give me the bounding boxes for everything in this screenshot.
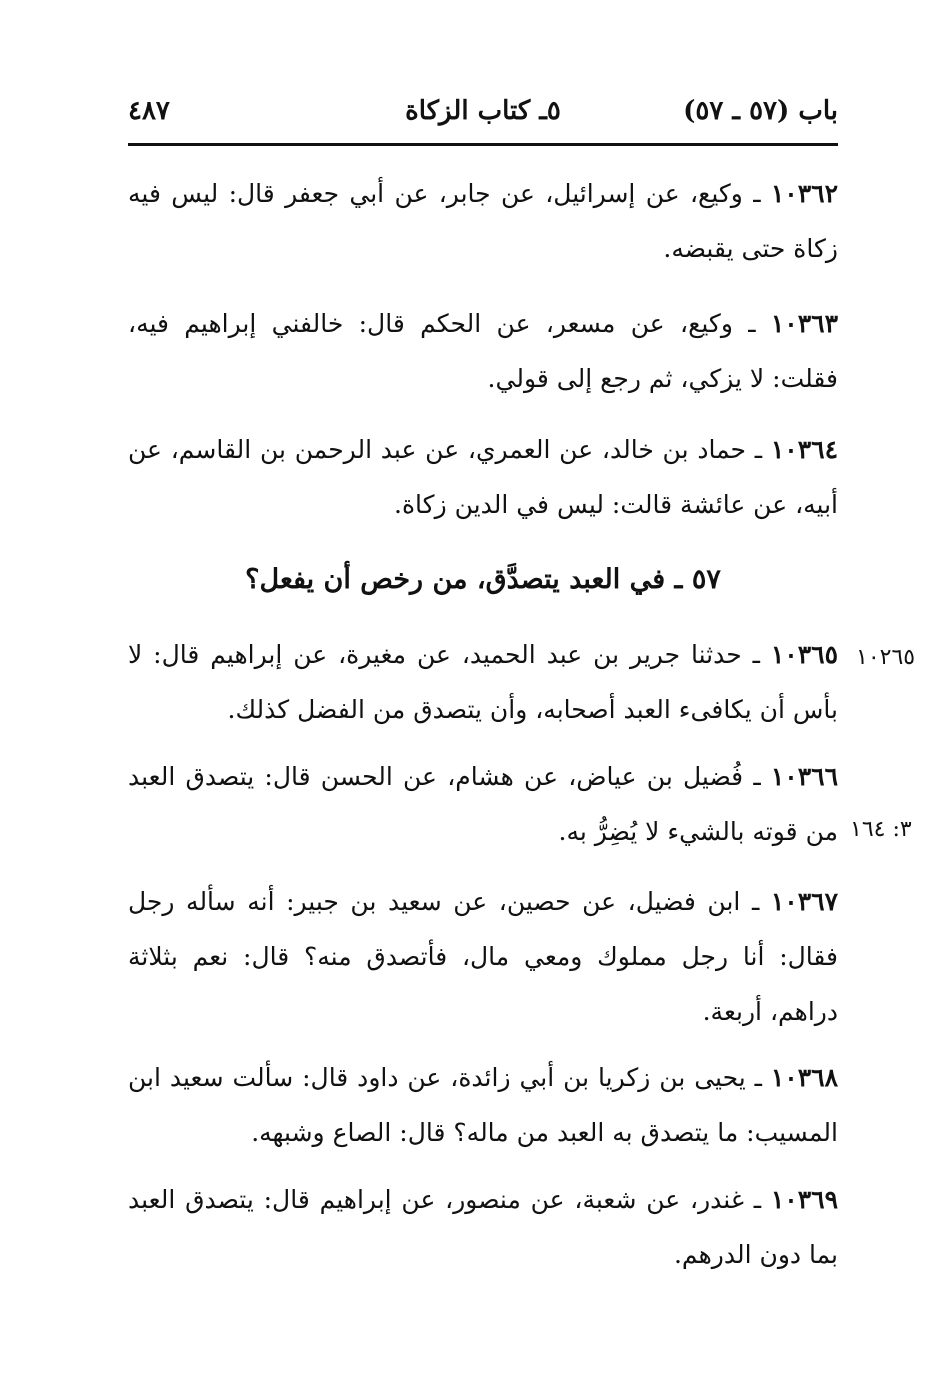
entry-10369 [128,1172,838,1282]
entry-number: ١٠٣٦٧ [770,887,838,916]
entry-text: ـ حدثنا جرير بن عبد الحميد، عن مغيرة، عن إبراهيم قال: لا بأس أن يكافىء العبد أصحابه، وأن يتصدق من الفضل كذلك. [128,640,838,724]
entry-10368 [128,1050,838,1160]
header-divider [128,143,838,146]
entry-number: ١٠٣٦٤ [770,435,838,464]
entry-10362 [128,166,838,276]
entry-10366 [128,749,838,859]
chapter-title: باب (٥٧ ـ ٥٧) [683,96,838,126]
entry-number: ١٠٣٦٣ [770,309,838,338]
entry-10365 [128,627,838,737]
running-header [128,92,838,142]
entry-number: ١٠٣٦٨ [770,1063,838,1092]
page-number: ٤٨٧ [128,96,170,126]
entry-10363 [128,296,838,406]
entry-10364 [128,422,838,532]
margin-note-ref: ٣: ١٦٤ [850,817,912,842]
section-heading: ٥٧ ـ في العبد يتصدَّق، من رخص أن يفعل؟ [245,564,721,595]
entry-text: ـ ابن فضيل، عن حصين، عن سعيد بن جبير: أنه سأله رجل فقال: أنا رجل مملوك ومعي مال، فأتصدق منه؟ قال: نعم بثلاثة دراهم، أربعة. [128,887,838,1026]
entry-number: ١٠٣٦٩ [770,1185,838,1214]
book-title: ٥ـ كتاب الزكاة [405,96,561,126]
entry-number: ١٠٣٦٢ [770,179,838,208]
margin-note-ref: ١٠٢٦٥ [856,645,916,670]
entry-text: ـ غندر، عن شعبة، عن منصور، عن إبراهيم قال: يتصدق العبد بما دون الدرهم. [128,1185,838,1269]
entry-text: ـ يحيى بن زكريا بن أبي زائدة، عن داود قال: سألت سعيد ابن المسيب: ما يتصدق به العبد من ماله؟ قال: الصاع وشبهه. [128,1063,838,1147]
entry-text: ـ وكيع، عن مسعر، عن الحكم قال: خالفني إبراهيم فيه، فقلت: لا يزكي، ثم رجع إلى قولي. [128,309,838,393]
entry-text: ـ فُضيل بن عياض، عن هشام، عن الحسن قال: يتصدق العبد من قوته بالشيء لا يُضِرُّ به. [128,762,838,846]
entry-number: ١٠٣٦٦ [770,762,838,791]
entry-10367 [128,874,838,1039]
entry-text: ـ حماد بن خالد، عن العمري، عن عبد الرحمن بن القاسم، عن أبيه، عن عائشة قالت: ليس في الدين زكاة. [128,435,838,519]
entry-number: ١٠٣٦٥ [770,640,838,669]
entry-text: ـ وكيع، عن إسرائيل، عن جابر، عن أبي جعفر قال: ليس فيه زكاة حتى يقبضه. [128,179,838,263]
